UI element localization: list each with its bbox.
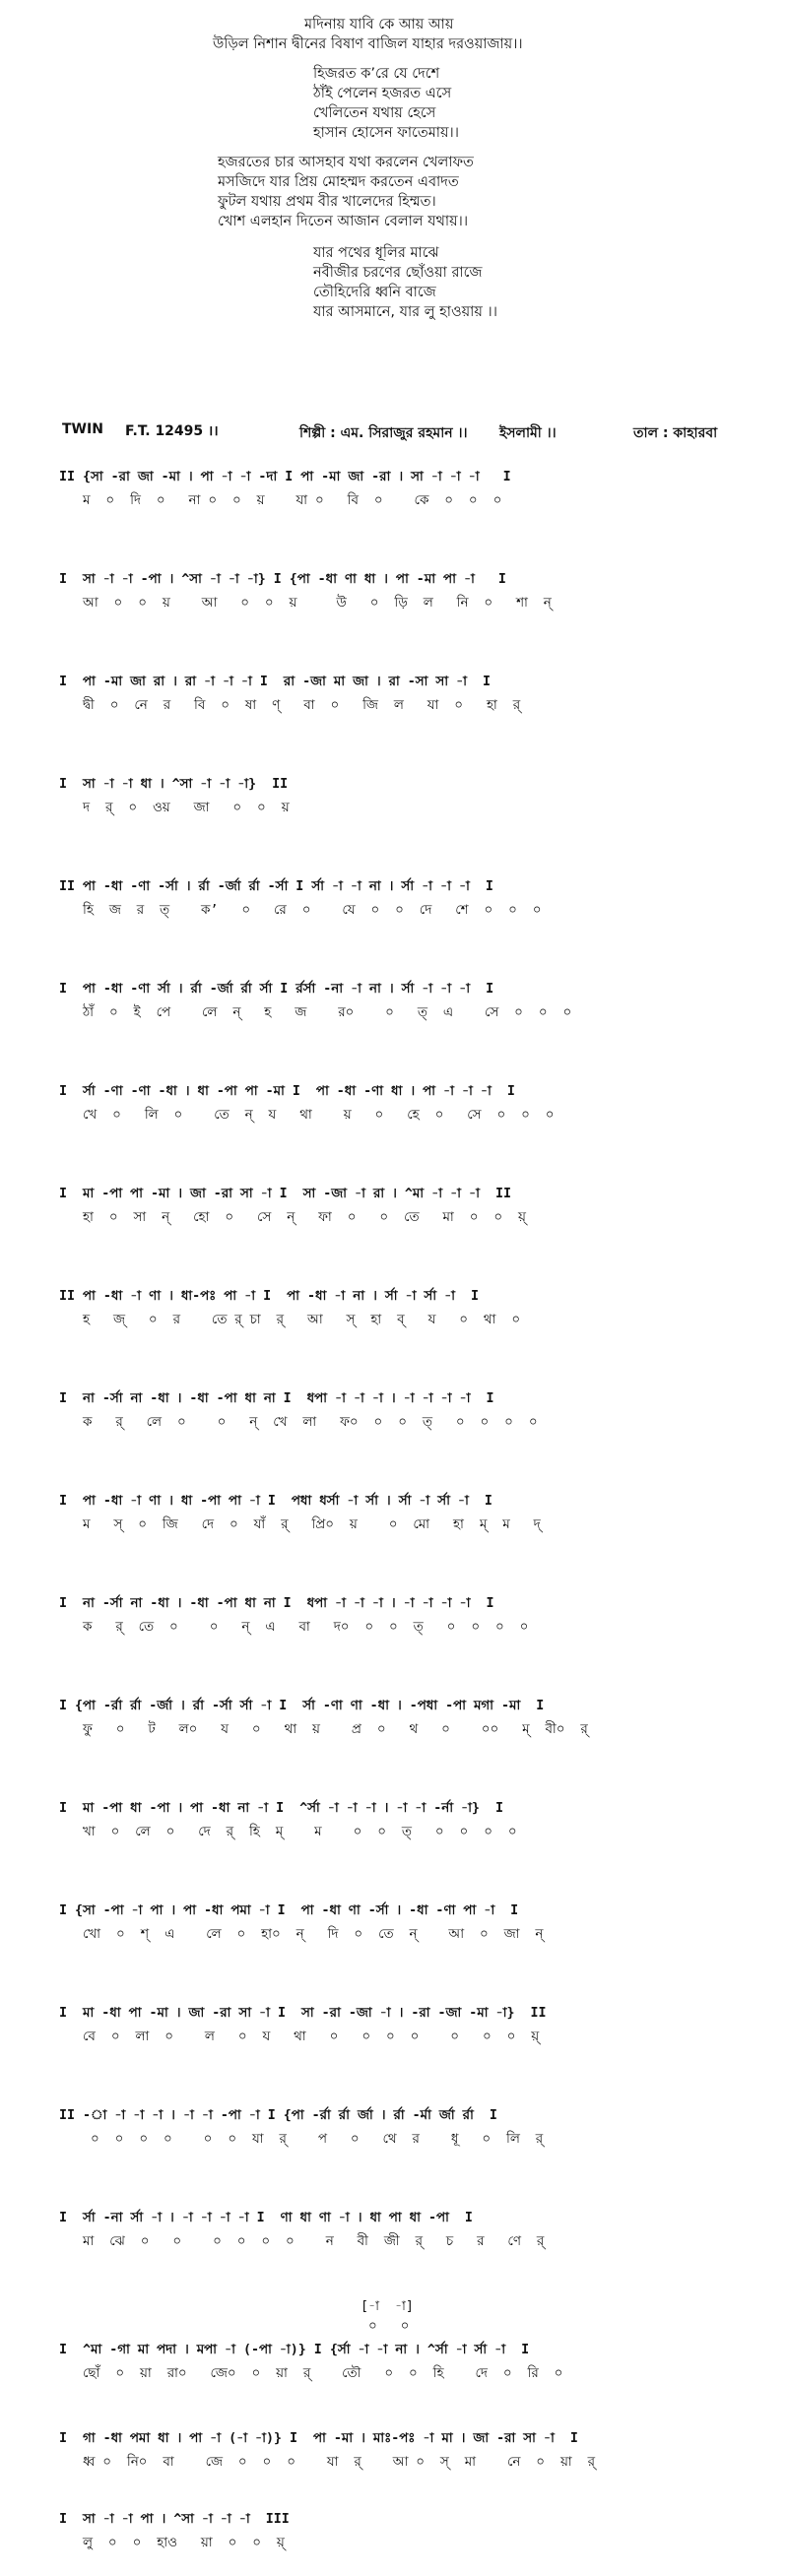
swara-line: II পা -ধা -ণা -র্সা । র্রা -র্জা র্রা -র্সা I র্সা -া -া না । র্সা -া -া -া I — [59, 879, 493, 894]
swara-line: II -া -া -া -া । -া -া -পা -া I {পা -র্রা র্রা র্জা । র্রা -র্মা র্জা র্রা I — [59, 2108, 497, 2123]
swara-line: II {সা -রা জা -মা । পা -া -া -দা I পা -মা জা -রা । সা -া -া -া I — [59, 470, 511, 484]
poem-line: তৌহিদেরি ধ্বনি বাজে — [313, 285, 436, 300]
lyric-syllables: ঠাঁ ০ ই পে লে ন্ হ জ র০ ০ ত্ এ সে ০ ০ ০ — [59, 1005, 572, 1020]
poem-line: নবীজীর চরণের ছোঁওয়া রাজে — [313, 265, 483, 281]
lyric-syllables: খো ০ শ্ এ লে ০ হা০ ন্ দি ০ তে ন্ আ ০ জা ন্ — [59, 1927, 544, 1942]
lyric-syllables: হি জ র ত্ ক’ ০ রে ০ যে ০ ০ দে শে ০ ০ ০ — [59, 903, 542, 918]
repeat-bracket-syllables: ০ ০ — [368, 2319, 410, 2334]
lyric-syllables: লু ০ ০ হাও য়া ০ ০ য়্ — [59, 2536, 285, 2550]
poem-line: যার পথের ধূলির মাঝে — [313, 245, 439, 261]
poem-line: উড়িল নিশান দ্বীনের বিষাণ বাজিল যাহার দরওয়াজায়।। — [213, 36, 523, 52]
song-genre: ইসলামী ।। — [499, 425, 557, 441]
swara-line: I সা -া -া ধা । ^সা -া -া -া} II — [59, 777, 289, 792]
lyric-syllables: ফু ০ ট ল০ য ০ থা য় প্র ০ থ ০ ০০ ম্ বী০ র্ — [59, 1722, 588, 1737]
lyric-syllables: বে ০ লা ০ ল ০ য থা ০ ০ ০ ০ ০ ০ ০ য়্ — [59, 2029, 540, 2044]
lyric-syllables: ক র্ লে ০ ০ ন্ খে লা ফ০ ০ ০ ত্ ০ ০ ০ ০ — [59, 1415, 538, 1430]
lyric-syllables: খা ০ লে ০ দে র্ হি ম্ ম ০ ০ ত্ ০ ০ ০ ০ — [59, 1825, 517, 1839]
lyric-syllables: দ্বী ০ নে র বি ০ ষা ণ্ বা ০ জি ল যা ০ হা র্ — [59, 698, 521, 713]
lyric-syllables: আ ০ ০ য় আ ০ ০ য় উ ০ ড়ি ল নি ০ শা ন্ — [59, 596, 552, 611]
lyric-syllables: ক র্ তে ০ ০ ন্ এ বা দ০ ০ ০ ত্ ০ ০ ০ ০ — [59, 1620, 529, 1635]
poem-line: হজরতের চার আসহাব যথা করলেন খেলাফত — [218, 155, 474, 170]
lyric-syllables: ছোঁ ০ য়া রা০ জে০ ০ য়া র্ তৌ ০ ০ হি দে ০ রি ০ — [59, 2366, 563, 2381]
swara-line: I {সা -পা -া পা । পা -ধা পমা -া I পা -ধা ণা -র্সা । -ধা -ণা পা -া I — [59, 1903, 519, 1918]
swara-line: I পা -ধা -া ণা । ধা -পা পা -া I পধা ধর্সা -া র্সা । র্সা -া র্সা -া I — [59, 1494, 492, 1509]
poem-line: ফুটল যথায় প্রথম বীর খালেদের হিম্মত। — [218, 194, 436, 210]
repeat-bracket: [-া -া] — [361, 2299, 414, 2314]
lyric-syllables: ধ্ব ০ নি০ বা জে ০ ০ ০ যা র্ আ ০ স্ মা নে ০ য়া র্ — [59, 2455, 595, 2470]
lyric-syllables: খে ০ লি ০ তে ন্ য থা য় ০ হে ০ সে ০ ০ ০ — [59, 1108, 555, 1123]
lyric-syllables: দ র্ ০ ওয় জা ০ ০ য় — [59, 801, 290, 815]
swara-line: I গা -ধা পমা ধা । পা -া (-া -া)} I পা -মা । মাঃ-পঃ -া মা । জা -রা সা -া I — [59, 2431, 578, 2446]
swara-line: I {পা -র্রা র্রা -র্জা । র্রা -র্সা র্সা -া I র্সা -ণা ণা -ধা । -পধা -পা মগা -মা I — [59, 1699, 545, 1713]
poem-line: হিজরত ক’রে যে দেশে — [313, 66, 440, 82]
poem-line: খোশ এলহান দিতেন আজান বেলাল যথায়।। — [218, 214, 469, 229]
swara-line: I পা -মা জা রা । রা -া -া -া I রা -জা মা জা । রা -সা সা -া I — [59, 675, 492, 689]
poem-line: মসজিদে যার প্রিয় মোহম্মদ করতেন এবাদত — [218, 174, 459, 190]
swara-line: I না -র্সা না -ধা । -ধা -পা ধা না I ধপা -া -া -া । -া -া -া -া I — [59, 1596, 494, 1611]
poem-line: মদিনায় যাবি কে আয় আয় — [304, 17, 454, 32]
lyric-syllables: হ জ্ ০ র তে র্ চা র্ আ স্ হা ব্ য ০ থা ০ — [59, 1313, 521, 1327]
swara-line: I র্সা -ণা -ণা -ধা । ধা -পা পা -মা I পা -ধা -ণা ধা । পা -া -া -া I — [59, 1084, 515, 1099]
lyric-syllables: ম স্ ০ জি দে ০ যাঁ র্ প্রি০ য় ০ মো হা ম্ ম দ্ — [59, 1517, 541, 1532]
swara-line: I না -র্সা না -ধা । -ধা -পা ধা না I ধপা -া -া -া । -া -া -া -া I — [59, 1391, 494, 1406]
lyric-syllables: হা ০ সা ন্ হো ০ সে ন্ ফা ০ ০ তে মা ০ ০ য়্ — [59, 1210, 526, 1225]
swara-line: I সা -া -া পা । ^সা -া -া -া III — [59, 2512, 290, 2527]
swara-line: I পা -ধা -ণা র্সা । র্রা -র্জা র্রা র্সা I র্রর্সা -না -া না । র্সা -া -া -া I — [59, 982, 494, 997]
record-info — [0, 421, 788, 443]
tala-info: তাল : কাহারবা — [633, 425, 718, 441]
record-label: TWIN — [62, 421, 103, 437]
swara-line: I ^মা -গা মা পদা । মপা -া (-পা -া)} I {র্সা -া -া না । ^র্সা -া র্সা -া I — [59, 2343, 530, 2357]
lyric-syllables: মা ঝে ০ ০ ০ ০ ০ ০ ন বী জী র্ চ র ণে র্ — [59, 2234, 545, 2249]
poem-line: হাসান হোসেন ফাতেমায়।। — [313, 125, 459, 141]
artist-credit: শিল্পী : এম. সিরাজুর রহমান ।। — [299, 425, 468, 441]
swara-line: I মা -ধা পা -মা । জা -রা সা -া I সা -রা -জা -া । -রা -জা -মা -া} II — [59, 2006, 547, 2021]
poem-line: যার আসমানে, যার লু হাওয়ায় ।। — [313, 304, 497, 320]
swara-line: I মা -পা ধা -পা । পা -ধা না -া I ^র্সা -া -া -া । -া -া -র্না -া} I — [59, 1801, 504, 1816]
swara-line: I র্সা -না র্সা -া । -া -া -া -া I ণা ধা ণা -া । ধা পা ধা -পা I — [59, 2211, 473, 2225]
swara-line: I সা -া -া -পা । ^সা -া -া -া} I {পা -ধা ণা ধা । পা -মা পা -া I — [59, 572, 506, 587]
poem-line: খেলিতেন যথায় হেসে — [313, 105, 436, 121]
lyric-syllables: ম ০ দি ০ না ০ ০ য় যা ০ বি ০ কে ০ ০ ০ — [59, 493, 502, 508]
swara-line: II পা -ধা -া ণা । ধা-পঃ পা -া I পা -ধা -া না । র্সা -া র্সা -া I — [59, 1289, 480, 1304]
lyric-syllables: ০ ০ ০ ০ ০ ০ যা র্ প ০ থে র ধূ ০ লি র্ — [59, 2132, 544, 2147]
poem-line: ঠাঁই পেলেন হজরত এসে — [313, 86, 452, 101]
record-number: F.T. 12495 ।। — [125, 423, 219, 439]
swara-line: I মা -পা পা -মা । জা -রা সা -া I সা -জা -া রা । ^মা -া -া -া II — [59, 1187, 512, 1201]
